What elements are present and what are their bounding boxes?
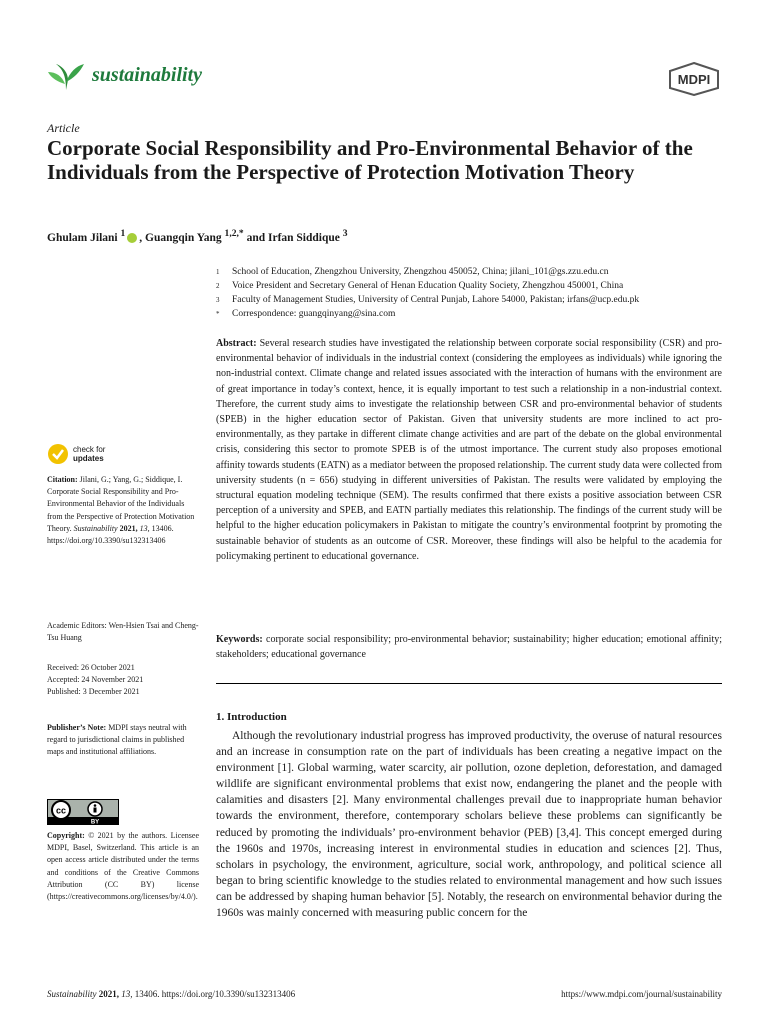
author-name: Irfan Siddique (267, 231, 340, 244)
authors: Ghulam Jilani $^1$ , Guangqin Yang $^{1,2,*}$ and Irfan Siddique $^3$ (47, 228, 348, 244)
mdpi-logo-icon (668, 62, 720, 96)
affiliation-row (216, 279, 736, 293)
authors-and: and (246, 231, 266, 244)
cc-by-license-badge[interactable] (47, 799, 119, 830)
svg-text:cc: cc (55, 805, 67, 816)
footer-volume: 13, (121, 989, 133, 999)
citation-doi[interactable]: 13406. https://doi.org/10.3390/su132313406 (47, 523, 174, 546)
citation-text: Jilani, G.; Yang, G.; Siddique, I. Corporate Social Responsibility and Pro-Environmental Behavior of the Individuals from the Perspective of Protection Motivation Theory. (47, 475, 195, 533)
affiliation-row (216, 265, 736, 279)
affiliation-row (216, 293, 736, 307)
check-line2: updates (73, 454, 104, 463)
affiliation-number: * (216, 310, 220, 318)
cc-by-label: BY (90, 819, 100, 825)
editors-text: Academic Editors: Wen-Hsien Tsai and Cheng-Tsu Huang (47, 621, 199, 643)
check-badge-icon (47, 443, 69, 465)
section-divider (216, 683, 722, 684)
cc-by-icon (47, 799, 119, 825)
keywords-text: corporate social responsibility; pro-environmental behavior; sustainability; higher education; emotional affinity; stakeholders; educational governance (216, 634, 723, 661)
citation-block (47, 474, 199, 547)
orcid-icon[interactable] (127, 233, 137, 243)
citation-journal: Sustainability (73, 523, 118, 533)
received-date: Received: 26 October 2021 (47, 663, 135, 672)
mdpi-logo-text: MDPI (677, 72, 711, 87)
citation-label: Citation: (47, 475, 78, 484)
affiliation-number: 1 (216, 268, 220, 276)
affiliation-text: Correspondence: guangqinyang@sina.com (232, 309, 396, 319)
affiliation-number: 3 (216, 296, 220, 304)
affiliation-text: Voice President and Secretary General of Henan Education Quality Society, Zhengzhou 450001, China (232, 281, 624, 291)
author-name: Ghulam Jilani (47, 231, 118, 244)
footer-year: 2021, (98, 989, 119, 999)
author-sup: 3 (342, 228, 348, 239)
copyright-text: © 2021 by the authors. Licensee MDPI, Basel, Switzerland. This article is an open access article distributed under the terms and conditions of the Creative Commons Attribution (CC BY) license (https://creativecommons.org/licenses/by/4.0/). (47, 831, 200, 902)
introduction-body (216, 728, 722, 921)
journal-name: sustainability (92, 64, 203, 86)
published-date: Published: 3 December 2021 (47, 687, 140, 697)
copyright-label: Copyright: (47, 831, 85, 840)
copyright-block (47, 830, 199, 903)
abstract-text: Several research studies have investigated the relationship between corporate social responsibility (CSR) and pro-environmental behavior of individuals in the industrial context (considering the employees as individuals) while ignoring the non-industrial context. Climate change and related issues associated with the interaction of humans with the environment are of great importance in today’s context, hence, it is equally important to test such a relationship in a non-industrial context. Therefore, the current study aims to investigate the relationship between CSR and pro-environmental behavior of students (SPEB) in the higher education sector of Pakistan. Given that university students are more inclined to act pro-environmentally, as they partake in different climate change activities and are part of the debate on the global environmental crisis, considering this sector to promote SPEB is of the utmost importance. The current study also proposes emotional affinity towards students (EATN) as a mediator between the proposed relationship. The current study data were collected from university students (n = 656) studying in different universities of Pakistan. The results were validated by employing the structural equation modeling technique (SEM). The results confirmed that there exists a positive association between CSR perception of a university and SPEB, and EATN partially mediates this relationship. The findings of the current study will be helpful to the higher education policymakers in Pakistan to mitigate the country’s environmental footprint by promoting the sustainable behavior of students as an outcome of CSR. Moreover, these findings will also be helpful to the academia for policymaking pertinent to educational governance. (216, 338, 723, 562)
section-heading: 1. Introduction (216, 711, 287, 723)
article-title: Corporate Social Responsibility and Pro-Environmental Behavior of the Individuals from the Perspective of Protection Motivation Theory (47, 136, 693, 184)
note-text: MDPI stays neutral with regard to jurisdictional claims in published maps and institutional affiliations. (47, 723, 187, 757)
article-type: Article (47, 121, 80, 135)
author-name: Guangqin Yang (145, 231, 222, 244)
academic-editors (47, 620, 199, 644)
abstract (216, 336, 722, 564)
abstract-label: Abstract: (216, 338, 257, 349)
citation-volume: 13, (139, 523, 150, 533)
footer-journal-url[interactable]: https://www.mdpi.com/journal/sustainability (561, 989, 722, 999)
affiliation-row (216, 307, 736, 321)
author-sup: 1,2,* (224, 228, 244, 239)
affiliations (216, 265, 736, 321)
keywords (216, 632, 722, 662)
footer-citation (47, 989, 295, 999)
footer-doi[interactable]: 13406. https://doi.org/10.3390/su132313406 (134, 989, 296, 999)
sustainability-logo-icon (46, 58, 86, 92)
keywords-label: Keywords: (216, 634, 263, 645)
citation-year: 2021, (119, 523, 138, 533)
author-sup: 1 (120, 228, 126, 239)
note-label: Publisher’s Note: (47, 723, 107, 732)
affiliation-text: Faculty of Management Studies, University of Central Punjab, Lahore 54000, Pakistan; irfans@ucp.edu.pk (232, 295, 640, 305)
accepted-date: Accepted: 24 November 2021 (47, 675, 144, 685)
check-line1: check for (73, 445, 106, 454)
affiliation-number: 2 (216, 282, 220, 290)
footer-journal: Sustainability (47, 989, 97, 999)
dates-block (47, 662, 199, 699)
publisher-note (47, 722, 199, 759)
intro-paragraph: Although the revolutionary industrial progress has improved productivity, the overuse of natural resources and an increase in consumption rate on the part of individuals has been creating a negative impact on the environment [1]. Global warming, water scarcity, air pollution, ozone depletion, deforestation, and damaged wildlife are significant environmental problems that exist now, endangering the planet and the people with calamities and disasters [2]. Many environmental challenges prevail due to inappropriate human behavior towards the environment, therefore, contemporary scholars believe these problems can significantly be reduced by promoting the individuals’ pro-environment behavior (PEB) [3,4]. This concept emerged during the 1960s and 1970s, increasing interest in environmental studies in education and sciences [2]. Thus, scholars in psychology, the environment, agriculture, social work, anthropology, and political science all began to bring scientific knowledge to the studies related to environmental management and how such issues can be addressed by shaping human behavior [5]. Notably, the research on environmental behavior during the 1960s was mainly concerned with measuring public concern for the (216, 730, 722, 920)
affiliation-text: School of Education, Zhengzhou University, Zhengzhou 450052, China; jilani_101@gs.zzu.edu.cn (232, 267, 609, 277)
check-for-updates-button[interactable] (47, 443, 105, 465)
